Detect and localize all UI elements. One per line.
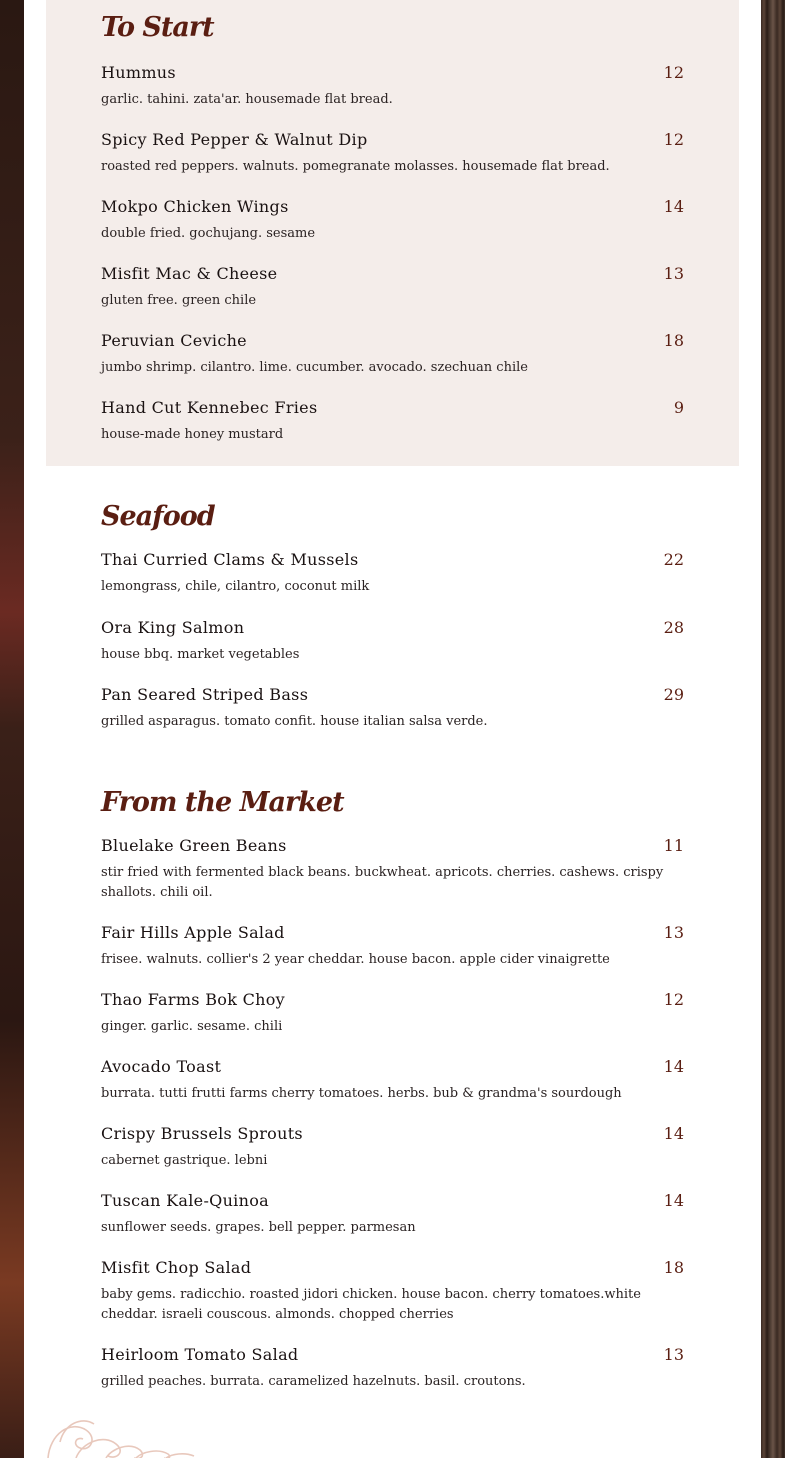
item-description: ginger. garlic. sesame. chili bbox=[101, 1019, 283, 1034]
menu-item bbox=[101, 1342, 684, 1392]
item-description: garlic. tahini. zata'ar. housemade flat bread. bbox=[101, 92, 393, 107]
menu-item bbox=[101, 194, 684, 244]
menu-page bbox=[24, 0, 761, 1458]
item-price: 13 bbox=[663, 1345, 684, 1364]
section-from-the-market bbox=[101, 783, 684, 1392]
item-name: Fair Hills Apple Salad bbox=[101, 923, 285, 942]
section-seafood bbox=[101, 497, 684, 732]
item-price: 18 bbox=[663, 1258, 684, 1277]
item-name: Crispy Brussels Sprouts bbox=[101, 1124, 303, 1143]
item-price: 29 bbox=[663, 685, 684, 704]
item-name: Misfit Mac & Cheese bbox=[101, 264, 278, 283]
item-description: cabernet gastrique. lebni bbox=[101, 1153, 268, 1168]
section-title: To Start bbox=[101, 12, 214, 43]
section-title: From the Market bbox=[101, 787, 344, 818]
item-price: 14 bbox=[663, 1124, 684, 1143]
item-price: 22 bbox=[663, 550, 684, 569]
background-left-decor bbox=[0, 0, 24, 1458]
item-description: lemongrass, chile, cilantro, coconut milk bbox=[101, 579, 370, 594]
item-description: gluten free. green chile bbox=[101, 293, 257, 308]
item-name: Peruvian Ceviche bbox=[101, 331, 247, 350]
item-name: Mokpo Chicken Wings bbox=[101, 197, 289, 216]
item-price: 13 bbox=[663, 264, 684, 283]
item-price: 12 bbox=[663, 990, 684, 1009]
item-description: grilled asparagus. tomato confit. house italian salsa verde. bbox=[101, 714, 488, 729]
item-name: Spicy Red Pepper & Walnut Dip bbox=[101, 130, 368, 149]
item-price: 11 bbox=[663, 836, 684, 855]
item-name: Bluelake Green Beans bbox=[101, 836, 287, 855]
item-description: roasted red peppers. walnuts. pomegranate molasses. housemade flat bread. bbox=[101, 159, 610, 174]
item-description: house-made honey mustard bbox=[101, 427, 284, 442]
menu-item bbox=[101, 833, 684, 903]
item-description: double fried. gochujang. sesame bbox=[101, 226, 316, 241]
background-right-decor bbox=[761, 0, 785, 1458]
menu-item bbox=[101, 615, 684, 665]
menu-item bbox=[101, 987, 684, 1037]
item-price: 14 bbox=[663, 1191, 684, 1210]
menu-item bbox=[101, 682, 684, 732]
item-price: 18 bbox=[663, 331, 684, 350]
menu-item bbox=[101, 920, 684, 970]
menu-item bbox=[101, 395, 684, 445]
menu-item bbox=[101, 60, 684, 110]
item-price: 9 bbox=[673, 398, 684, 417]
item-name: Heirloom Tomato Salad bbox=[101, 1345, 299, 1364]
item-name: Hand Cut Kennebec Fries bbox=[101, 398, 318, 417]
item-description: frisee. walnuts. collier's 2 year cheddar. house bacon. apple cider vinaigrette bbox=[101, 952, 610, 967]
item-description: grilled peaches. burrata. caramelized hazelnuts. basil. croutons. bbox=[101, 1374, 526, 1389]
menu-item bbox=[101, 1188, 684, 1238]
menu-item bbox=[101, 1121, 684, 1171]
item-name: Misfit Chop Salad bbox=[101, 1258, 252, 1277]
item-name: Pan Seared Striped Bass bbox=[101, 685, 309, 704]
item-description: stir fried with fermented black beans. buckwheat. apricots. cherries. cashews. crispy shallots. chili oil. bbox=[101, 865, 664, 900]
item-name: Hummus bbox=[101, 63, 176, 82]
section-to-start bbox=[101, 8, 684, 445]
swirl-ornament-icon bbox=[46, 1412, 196, 1458]
item-description: sunflower seeds. grapes. bell pepper. parmesan bbox=[101, 1220, 416, 1235]
menu-item bbox=[101, 127, 684, 177]
item-description: burrata. tutti frutti farms cherry tomatoes. herbs. bub & grandma's sourdough bbox=[101, 1086, 622, 1101]
item-price: 13 bbox=[663, 923, 684, 942]
item-description: jumbo shrimp. cilantro. lime. cucumber. avocado. szechuan chile bbox=[101, 360, 528, 375]
item-name: Avocado Toast bbox=[101, 1057, 222, 1076]
item-description: house bbq. market vegetables bbox=[101, 647, 300, 662]
menu-item bbox=[101, 1054, 684, 1104]
section-title: Seafood bbox=[101, 501, 215, 532]
item-price: 14 bbox=[663, 197, 684, 216]
item-name: Tuscan Kale-Quinoa bbox=[101, 1191, 269, 1210]
item-price: 28 bbox=[663, 618, 684, 637]
item-price: 12 bbox=[663, 130, 684, 149]
menu-item bbox=[101, 547, 684, 597]
item-name: Thai Curried Clams & Mussels bbox=[101, 550, 359, 569]
item-description: baby gems. radicchio. roasted jidori chicken. house bacon. cherry tomatoes.white cheddar. israeli couscous. almonds. chopped cherries bbox=[101, 1287, 641, 1322]
menu-item bbox=[101, 261, 684, 311]
item-name: Ora King Salmon bbox=[101, 618, 245, 637]
menu-item bbox=[101, 328, 684, 378]
item-price: 12 bbox=[663, 63, 684, 82]
item-price: 14 bbox=[663, 1057, 684, 1076]
item-name: Thao Farms Bok Choy bbox=[101, 990, 285, 1009]
menu-item bbox=[101, 1255, 684, 1325]
